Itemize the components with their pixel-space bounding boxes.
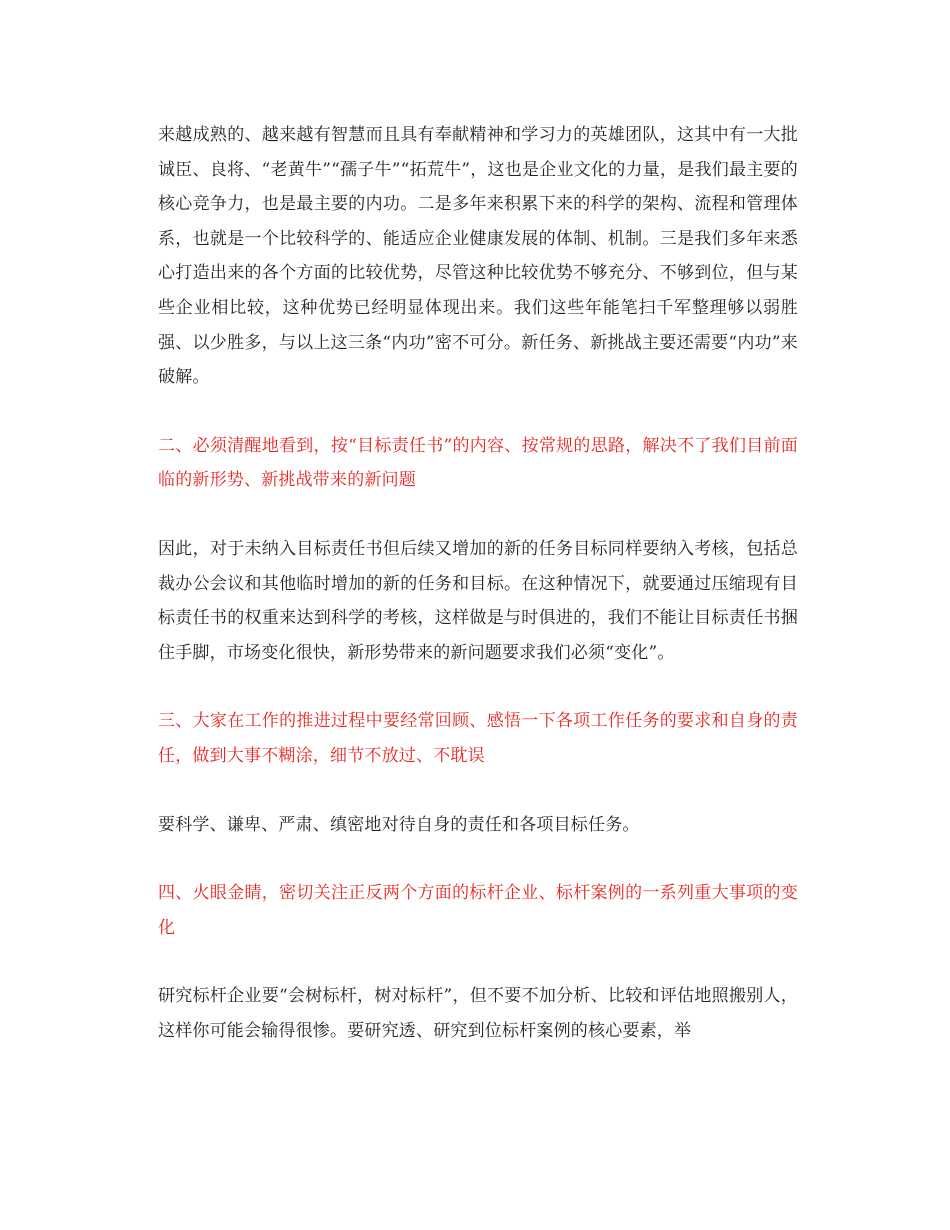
section-heading-4: 四、火眼金睛，密切关注正反两个方面的标杆企业、标杆案例的一系列重大事项的变化 <box>158 883 798 938</box>
body-paragraph-2: 因此，对于未纳入目标责任书但后续又增加的新的任务目标同样要纳入考核，包括总裁办公会议和其他临时增加的新的任务和目标。在这种情况下，就要通过压缩现有目标责任书的权重来达到科学的考核，这样做是与时俱进的，我们不能让目标责任书捆住手脚，市场变化很快，新形势带来的新问题要求我们必须“变化”。 <box>158 538 798 663</box>
body-paragraph-4: 研究标杆企业要“会树标杆，树对标杆”，但不要不加分析、比较和评估地照搬别人，这样你可能会输得很惨。要研究透、研究到位标杆案例的核心要素，举 <box>158 986 798 1041</box>
body-paragraph-1: 来越成熟的、越来越有智慧而且具有奉献精神和学习力的英雄团队，这其中有一大批诚臣、良将、“老黄牛”“孺子牛”“拓荒牛”，这也是企业文化的力量，是我们最主要的核心竞争力，也是最主要的内功。二是多年来积累下来的科学的架构、流程和管理体系，也就是一个比较科学的、能适应企业健康发展的体制、机制。三是我们多年来悉心打造出来的各个方面的比较优势，尽管这种比较优势不够充分、不够到位，但与某些企业相比较，这种优势已经明显体现出来。我们这些年能笔扫千军整理够以弱胜强、以少胜多，与以上这三条“内功”密不可分。新任务、新挑战主要还需要“内功”来破解。 <box>158 125 798 388</box>
section-heading-2: 二、必须清醒地看到，按“目标责任书”的内容、按常规的思路，解决不了我们目前面临的新形势、新挑战带来的新问题 <box>158 435 798 491</box>
body-paragraph-3: 要科学、谦卑、严肃、缜密地对待自身的责任和各项目标任务。 <box>158 814 640 835</box>
section-heading-3: 三、大家在工作的推进过程中要经常回顾、感悟一下各项工作任务的要求和自身的责任，做到大事不糊涂，细节不放过、不耽误 <box>158 711 798 766</box>
document-page <box>158 118 798 1048</box>
